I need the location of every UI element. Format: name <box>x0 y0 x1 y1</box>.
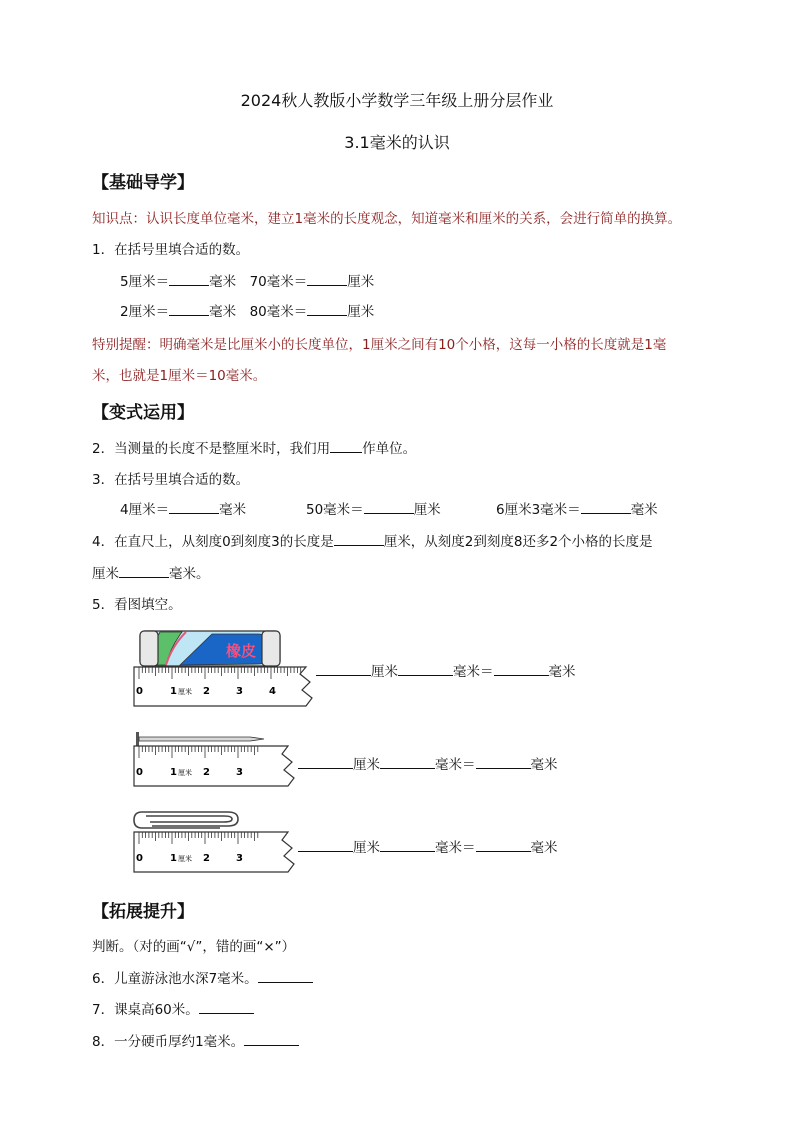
ruler-2 <box>134 746 294 786</box>
ruler-number: 3 <box>236 853 243 864</box>
answer-blank[interactable] <box>169 303 209 316</box>
answer-blank[interactable] <box>169 501 219 514</box>
question-2: 2．当测量的长度不是整厘米时，我们用 作单位。 <box>92 441 417 457</box>
special-tip-line-2: 米，也就是1厘米＝10毫米。 <box>92 368 267 384</box>
answer-blank[interactable] <box>380 839 435 852</box>
answer-blank[interactable] <box>494 663 549 676</box>
answer-blank[interactable] <box>334 533 384 546</box>
ruler-1 <box>134 667 312 706</box>
paperclip-icon <box>134 812 238 828</box>
ruler-number: 2 <box>203 853 210 864</box>
answer-blank[interactable] <box>398 663 453 676</box>
nail-icon <box>136 732 264 746</box>
answer-blank[interactable] <box>364 501 414 514</box>
question-8: 8．一分硬币厚约1毫米。 <box>92 1030 299 1050</box>
question-5-stem: 5．看图填空。 <box>92 597 182 613</box>
ruler-unit-label: 厘米 <box>178 688 192 696</box>
section-basic-heading: 【基础导学】 <box>92 173 194 193</box>
ruler-number: 2 <box>203 767 210 778</box>
question-1-row-a: 5厘米＝ 毫米 70毫米＝ 厘米 <box>120 274 375 290</box>
nail-ruler-figure <box>130 728 300 794</box>
question-5-answer-2: 厘米 毫米＝ 毫米 <box>298 753 558 773</box>
ruler-number: 1 <box>170 686 177 697</box>
ruler-unit-label: 厘米 <box>178 855 192 863</box>
special-tip-line-1: 特别提醒：明确毫米是比厘米小的长度单位，1厘米之间有10个小格，这每一小格的长度就是1毫 <box>92 337 667 353</box>
ruler-number: 1 <box>170 767 177 778</box>
question-6: 6．儿童游泳池水深7毫米。 <box>92 967 313 987</box>
ruler-number: 1 <box>170 853 177 864</box>
question-3-part-2: 50毫米＝ 厘米 <box>306 502 441 518</box>
ruler-number: 2 <box>203 686 210 697</box>
answer-blank[interactable] <box>199 1001 254 1014</box>
question-5-answer-1: 厘米 毫米＝ 毫米 <box>316 660 576 680</box>
judge-intro: 判断。（对的画“√”，错的画“×”） <box>92 939 296 955</box>
question-5-answer-3: 厘米 毫米＝ 毫米 <box>298 836 558 856</box>
ruler-3 <box>134 832 294 872</box>
page-subtitle: 3.1毫米的认识 <box>344 133 450 152</box>
answer-blank[interactable] <box>307 303 347 316</box>
answer-blank[interactable] <box>476 839 531 852</box>
answer-blank[interactable] <box>581 501 631 514</box>
ruler-number: 3 <box>236 686 243 697</box>
answer-blank[interactable] <box>476 756 531 769</box>
answer-blank[interactable] <box>119 565 169 578</box>
question-3-part-3: 6厘米3毫米＝ 毫米 <box>496 502 658 518</box>
paperclip-ruler-figure <box>130 810 300 880</box>
question-1-row-b: 2厘米＝ 毫米 80毫米＝ 厘米 <box>120 304 375 320</box>
page-title: 2024秋人教版小学数学三年级上册分层作业 <box>240 91 554 110</box>
answer-blank[interactable] <box>244 1033 299 1046</box>
ruler-number: 0 <box>136 853 143 864</box>
eraser-icon <box>140 631 280 666</box>
question-4-line-1: 4．在直尺上，从刻度0到刻度3的长度是 厘米，从刻度2到刻度8还多2个小格的长度是 <box>92 534 653 550</box>
answer-blank[interactable] <box>380 756 435 769</box>
answer-blank[interactable] <box>169 273 209 286</box>
eraser-label: 橡皮 <box>226 642 257 660</box>
knowledge-point: 知识点：认识长度单位毫米，建立1毫米的长度观念，知道毫米和厘米的关系，会进行简单的换算。 <box>92 211 682 227</box>
question-7: 7．课桌高60米。 <box>92 998 254 1018</box>
answer-blank[interactable] <box>316 663 371 676</box>
answer-blank[interactable] <box>330 440 362 453</box>
question-1-stem: 1．在括号里填合适的数。 <box>92 242 250 258</box>
question-3-part-1: 4厘米＝ 毫米 <box>120 502 247 518</box>
answer-blank[interactable] <box>258 970 313 983</box>
answer-blank[interactable] <box>298 756 353 769</box>
ruler-number: 0 <box>136 686 143 697</box>
ruler-unit-label: 厘米 <box>178 769 192 777</box>
ruler-number: 3 <box>236 767 243 778</box>
eraser-ruler-figure <box>130 628 316 712</box>
question-3-stem: 3．在括号里填合适的数。 <box>92 472 250 488</box>
question-4-line-2: 厘米 毫米。 <box>92 566 210 582</box>
section-extend-heading: 【拓展提升】 <box>92 902 194 922</box>
section-variant-heading: 【变式运用】 <box>92 403 194 423</box>
answer-blank[interactable] <box>307 273 347 286</box>
ruler-number: 4 <box>269 686 276 697</box>
answer-blank[interactable] <box>298 839 353 852</box>
ruler-number: 0 <box>136 767 143 778</box>
